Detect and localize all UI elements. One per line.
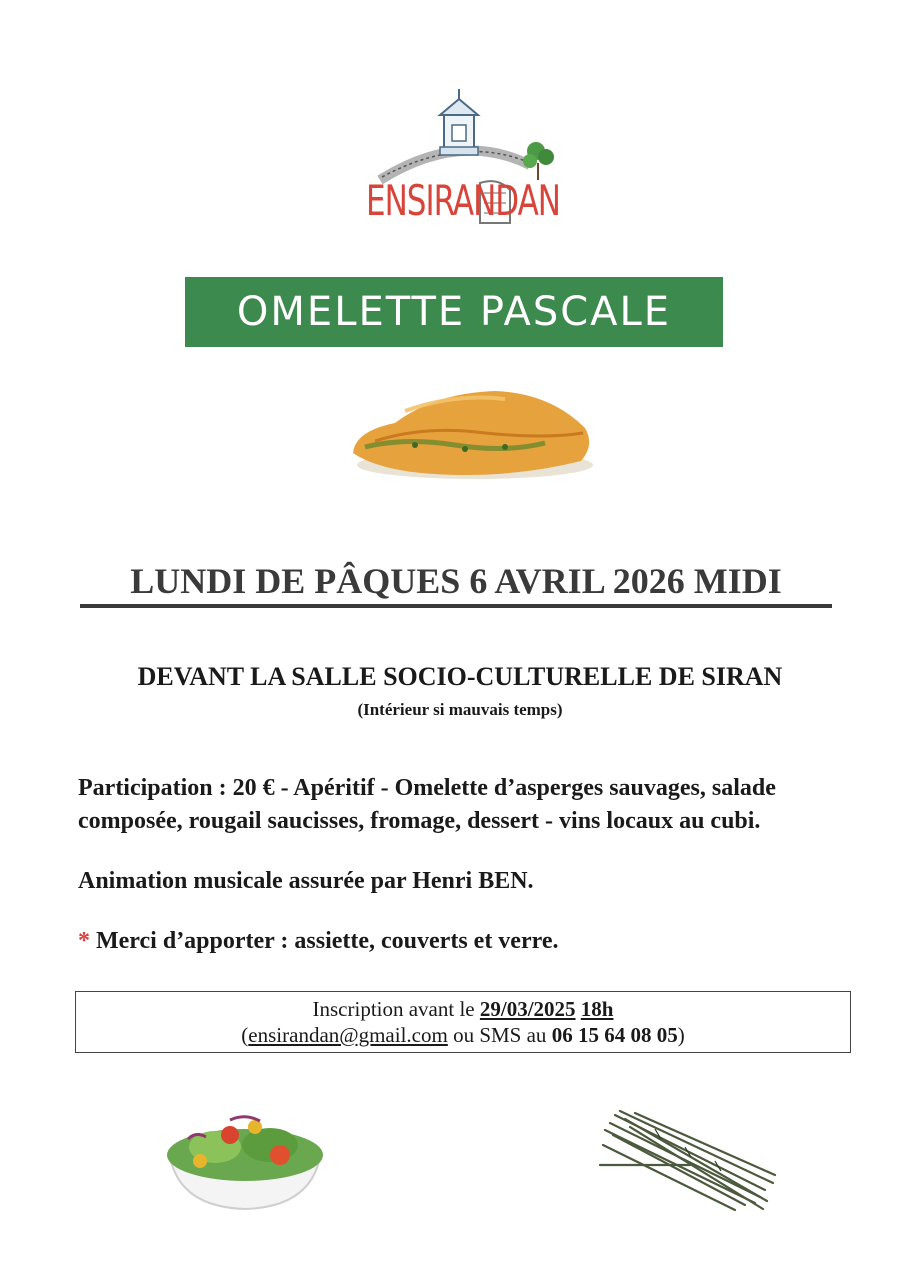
registration-contact [76,1022,850,1048]
logo-text: ENSIRANDAN [366,177,560,226]
event-location: DEVANT LA SALLE SOCIO-CULTURELLE DE SIRAN [137,662,783,691]
registration-box [75,991,851,1053]
omelette-icon [345,383,600,488]
event-date: LUNDI DE PÂQUES 6 AVRIL 2026 MIDI [80,558,832,608]
salad-bowl-image [160,1095,330,1215]
contact-phone: 06 15 64 08 05 [551,1023,678,1047]
close-paren: ) [677,1023,685,1047]
page-title: OMELETTE PASCALE [236,289,672,335]
omelette-image [345,383,600,488]
registration-time: 18h [580,997,614,1021]
bring-items-note [78,928,868,955]
asparagus-icon [595,1105,780,1215]
asparagus-bundle-image [595,1105,780,1215]
participation-text: Participation : 20 € - Apéritif - Omelette d’asperges sauvages, salade composée, rougail saucisses, fromage, dessert - vins locaux au cubi. [78,775,776,834]
contact-email-link[interactable]: ensirandan@gmail.com [248,1023,448,1047]
animation-text: Animation musicale assurée par Henri BEN. [78,868,534,894]
ensirandan-logo [360,85,560,235]
bring-items-text: Merci d’apporter : assiette, couverts et verre. [96,928,559,954]
registration-prefix: Inscription avant le [312,997,475,1021]
registration-deadline [76,996,850,1022]
sms-text: ou SMS au [453,1023,547,1047]
weather-note: (Intérieur si mauvais temps) [357,700,563,719]
asterisk-icon: * [78,928,90,954]
salad-bowl-icon [160,1095,330,1215]
title-banner [185,277,723,347]
registration-date: 29/03/2025 [479,997,576,1021]
open-paren: ( [241,1023,249,1047]
